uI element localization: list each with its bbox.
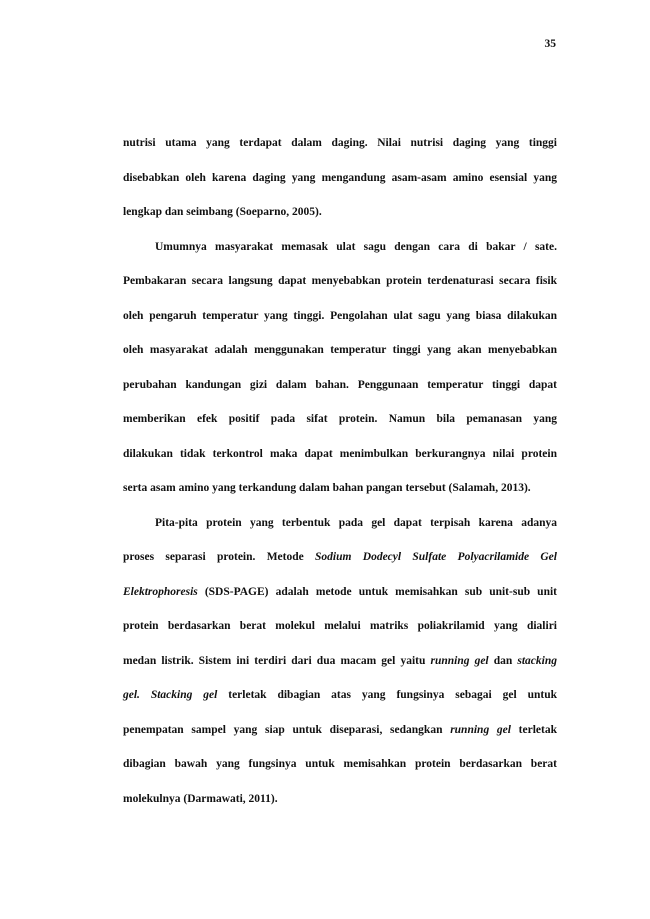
text-segment: penempatan sampel yang siap untuk diseparasi, sedangkan: [123, 723, 451, 736]
text-segment: terletak dibagian atas yang fungsinya sebagai gel untuk: [217, 689, 557, 701]
text-line: [123, 402, 557, 437]
text-line: [123, 540, 557, 575]
paragraph: [123, 506, 557, 817]
text-segment: dilakukan tidak terkontrol maka dapat menimbulkan berkurangnya nilai protein: [123, 447, 557, 460]
text-segment: terletak: [510, 723, 557, 736]
text-line: [123, 644, 557, 679]
text-line: [123, 713, 557, 748]
paragraph: [123, 126, 557, 230]
italic-term: running gel: [450, 723, 511, 736]
text-line: [123, 333, 557, 368]
text-line: [123, 437, 557, 472]
text-line: [123, 609, 557, 644]
text-segment: medan listrik. Sistem ini terdiri dari dua macam gel yaitu: [123, 654, 431, 667]
text-line: [123, 678, 557, 713]
text-segment: oleh pengaruh temperatur yang tinggi. Pengolahan ulat sagu yang biasa dilakukan: [123, 309, 557, 322]
text-segment: lengkap dan seimbang (Soeparno, 2005).: [123, 206, 322, 218]
text-segment: (SDS-PAGE) adalah metode untuk memisahkan sub unit-sub unit: [197, 585, 557, 598]
italic-term: running gel: [430, 654, 489, 667]
italic-term: Sodium Dodecyl Sulfate Polyacrilamide Gel: [315, 551, 557, 563]
text-line: [123, 782, 557, 817]
text-line: [123, 506, 557, 541]
text-segment: dan: [488, 654, 518, 667]
text-line: [123, 471, 557, 506]
text-segment: oleh masyarakat adalah menggunakan temperatur tinggi yang akan menyebabkan: [123, 344, 557, 356]
text-line: [123, 195, 557, 230]
text-line: [123, 747, 557, 782]
text-segment: protein berdasarkan berat molekul melalui matriks poliakrilamid yang dialiri: [123, 620, 557, 632]
paragraph: [123, 230, 557, 506]
text-segment: serta asam amino yang terkandung dalam bahan pangan tersebut (Salamah, 2013).: [123, 482, 531, 494]
body-text: [123, 126, 557, 816]
text-segment: Pembakaran secara langsung dapat menyebabkan protein terdenaturasi secara fisik: [123, 275, 557, 287]
text-segment: molekulnya (Darmawati, 2011).: [123, 792, 278, 805]
text-line: [123, 161, 557, 196]
text-segment: disebabkan oleh karena daging yang mengandung asam-asam amino esensial yang: [123, 171, 557, 184]
italic-term: stacking: [517, 654, 557, 667]
text-segment: Pita-pita protein yang terbentuk pada gel dapat terpisah karena adanya: [155, 516, 557, 529]
text-segment: dibagian bawah yang fungsinya untuk memisahkan protein berdasarkan berat: [123, 758, 557, 770]
text-line: [123, 299, 557, 334]
text-line: [123, 230, 557, 265]
text-segment: memberikan efek positif pada sifat protein. Namun bila pemanasan yang: [123, 413, 557, 425]
text-line: [123, 368, 557, 403]
italic-term: gel. Stacking gel: [123, 689, 218, 701]
page-number: 35: [544, 38, 556, 50]
text-segment: nutrisi utama yang terdapat dalam daging. Nilai nutrisi daging yang tinggi: [123, 137, 557, 149]
text-segment: perubahan kandungan gizi dalam bahan. Penggunaan temperatur tinggi dapat: [123, 378, 557, 391]
text-line: [123, 126, 557, 161]
text-line: [123, 575, 557, 610]
text-line: [123, 264, 557, 299]
italic-term: Elektrophoresis: [123, 585, 198, 598]
text-segment: Umumnya masyarakat memasak ulat sagu dengan cara di bakar / sate.: [155, 240, 557, 253]
text-segment: proses separasi protein. Metode: [123, 551, 316, 563]
